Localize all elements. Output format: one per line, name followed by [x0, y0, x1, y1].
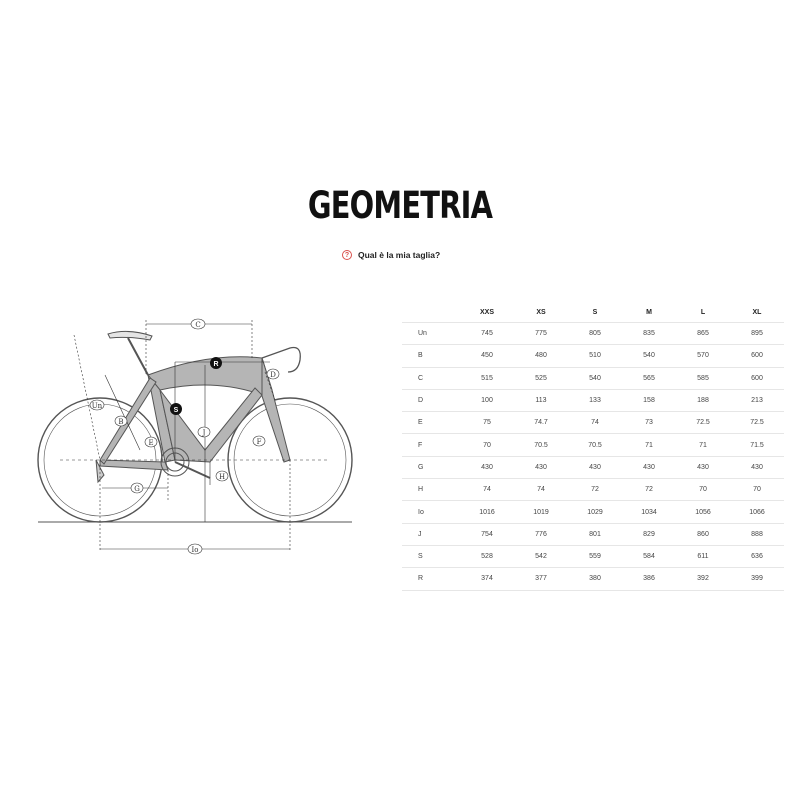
- table-cell: 801: [568, 523, 622, 545]
- table-cell: 565: [622, 367, 676, 389]
- size-header: M: [646, 308, 652, 316]
- table-cell: 392: [676, 568, 730, 590]
- table-cell: 754: [460, 523, 514, 545]
- table-cell: 542: [514, 545, 568, 567]
- label-b: B: [118, 418, 124, 426]
- bike-geometry-diagram: [30, 300, 370, 570]
- table-cell: 450: [460, 345, 514, 367]
- question-circle-icon: ?: [342, 250, 352, 260]
- table-cell: 584: [622, 545, 676, 567]
- table-cell: 611: [676, 545, 730, 567]
- label-g: G: [134, 485, 140, 493]
- table-cell: 100: [460, 389, 514, 411]
- table-cell: 600: [730, 367, 784, 389]
- table-cell: 113: [514, 389, 568, 411]
- table-cell: 510: [568, 345, 622, 367]
- table-cell: 70: [460, 434, 514, 456]
- table-cell: 74.7: [514, 412, 568, 434]
- table-cell: 528: [460, 545, 514, 567]
- table-cell: 540: [568, 367, 622, 389]
- table-row: [402, 412, 784, 434]
- geometry-table: [402, 302, 784, 591]
- table-cell: 73: [622, 412, 676, 434]
- table-cell: 399: [730, 568, 784, 590]
- table-cell: 71: [622, 434, 676, 456]
- table-cell: 213: [730, 389, 784, 411]
- table-cell: 776: [514, 523, 568, 545]
- label-e: E: [148, 439, 154, 447]
- table-cell: 377: [514, 568, 568, 590]
- size-help-link[interactable]: [342, 250, 440, 260]
- row-label: F: [402, 434, 460, 456]
- table-cell: 133: [568, 389, 622, 411]
- label-h: H: [218, 473, 226, 481]
- table-cell: 480: [514, 345, 568, 367]
- row-label: Io: [402, 501, 460, 523]
- table-cell: 72.5: [676, 412, 730, 434]
- table-header-row: [402, 302, 784, 323]
- table-cell: 745: [460, 323, 514, 345]
- table-cell: 835: [622, 323, 676, 345]
- size-header: XL: [752, 308, 762, 316]
- label-f: F: [256, 438, 262, 446]
- table-cell: 1066: [730, 501, 784, 523]
- table-cell: 585: [676, 367, 730, 389]
- size-help-label: Qual è la mia taglia?: [358, 250, 441, 260]
- row-label: R: [402, 568, 460, 590]
- table-row: [402, 523, 784, 545]
- table-cell: 805: [568, 323, 622, 345]
- table-row: [402, 434, 784, 456]
- label-s: S: [173, 407, 179, 414]
- table-cell: 600: [730, 345, 784, 367]
- table-cell: 74: [514, 479, 568, 501]
- table-cell: 430: [568, 456, 622, 478]
- table-cell: 1034: [622, 501, 676, 523]
- row-label: C: [402, 367, 460, 389]
- table-row: [402, 545, 784, 567]
- table-cell: 430: [730, 456, 784, 478]
- table-cell: 559: [568, 545, 622, 567]
- table-cell: 158: [622, 389, 676, 411]
- table-cell: 829: [622, 523, 676, 545]
- row-label: Un: [402, 323, 460, 345]
- row-label: D: [402, 389, 460, 411]
- label-j: J: [202, 429, 206, 437]
- table-cell: 70.5: [568, 434, 622, 456]
- table-cell: 430: [622, 456, 676, 478]
- table-row: [402, 323, 784, 345]
- table-cell: 70: [676, 479, 730, 501]
- table-cell: 430: [514, 456, 568, 478]
- size-header: XXS: [479, 308, 494, 316]
- table-cell: 188: [676, 389, 730, 411]
- row-label: J: [402, 523, 460, 545]
- label-un: Un: [91, 402, 103, 410]
- table-cell: 895: [730, 323, 784, 345]
- table-row: [402, 479, 784, 501]
- table-row: [402, 367, 784, 389]
- row-label: H: [402, 479, 460, 501]
- table-cell: 380: [568, 568, 622, 590]
- table-cell: 515: [460, 367, 514, 389]
- table-cell: 860: [676, 523, 730, 545]
- page-title: GEOMETRIA: [307, 184, 493, 227]
- size-header: L: [700, 308, 706, 316]
- table-cell: 888: [730, 523, 784, 545]
- row-label: E: [402, 412, 460, 434]
- table-cell: 71: [676, 434, 730, 456]
- table-cell: 72: [568, 479, 622, 501]
- label-d: D: [270, 371, 276, 379]
- table-row: [402, 501, 784, 523]
- table-cell: 70.5: [514, 434, 568, 456]
- table-cell: 570: [676, 345, 730, 367]
- table-row: [402, 568, 784, 590]
- row-label: B: [402, 345, 460, 367]
- table-row: [402, 345, 784, 367]
- bike-frame: [100, 357, 290, 470]
- row-label: G: [402, 456, 460, 478]
- handlebar: [262, 348, 300, 373]
- table-cell: 386: [622, 568, 676, 590]
- table-cell: 540: [622, 345, 676, 367]
- table-cell: 70: [730, 479, 784, 501]
- table-cell: 1029: [568, 501, 622, 523]
- table-cell: 430: [460, 456, 514, 478]
- size-header: S: [592, 308, 598, 316]
- label-io: Io: [191, 546, 199, 554]
- table-cell: 775: [514, 323, 568, 345]
- table-cell: 75: [460, 412, 514, 434]
- table-cell: 430: [676, 456, 730, 478]
- table-cell: 72.5: [730, 412, 784, 434]
- table-cell: 1019: [514, 501, 568, 523]
- table-cell: 72: [622, 479, 676, 501]
- table-cell: 74: [460, 479, 514, 501]
- table-cell: 636: [730, 545, 784, 567]
- table-cell: 374: [460, 568, 514, 590]
- table-cell: 525: [514, 367, 568, 389]
- size-header: XS: [536, 308, 546, 316]
- row-label: S: [402, 545, 460, 567]
- label-r: R: [213, 361, 219, 368]
- label-c: C: [195, 321, 201, 329]
- table-row: [402, 456, 784, 478]
- table-cell: 1056: [676, 501, 730, 523]
- table-row: [402, 389, 784, 411]
- table-cell: 865: [676, 323, 730, 345]
- table-cell: 71.5: [730, 434, 784, 456]
- saddle: [108, 331, 152, 375]
- table-cell: 1016: [460, 501, 514, 523]
- table-cell: 74: [568, 412, 622, 434]
